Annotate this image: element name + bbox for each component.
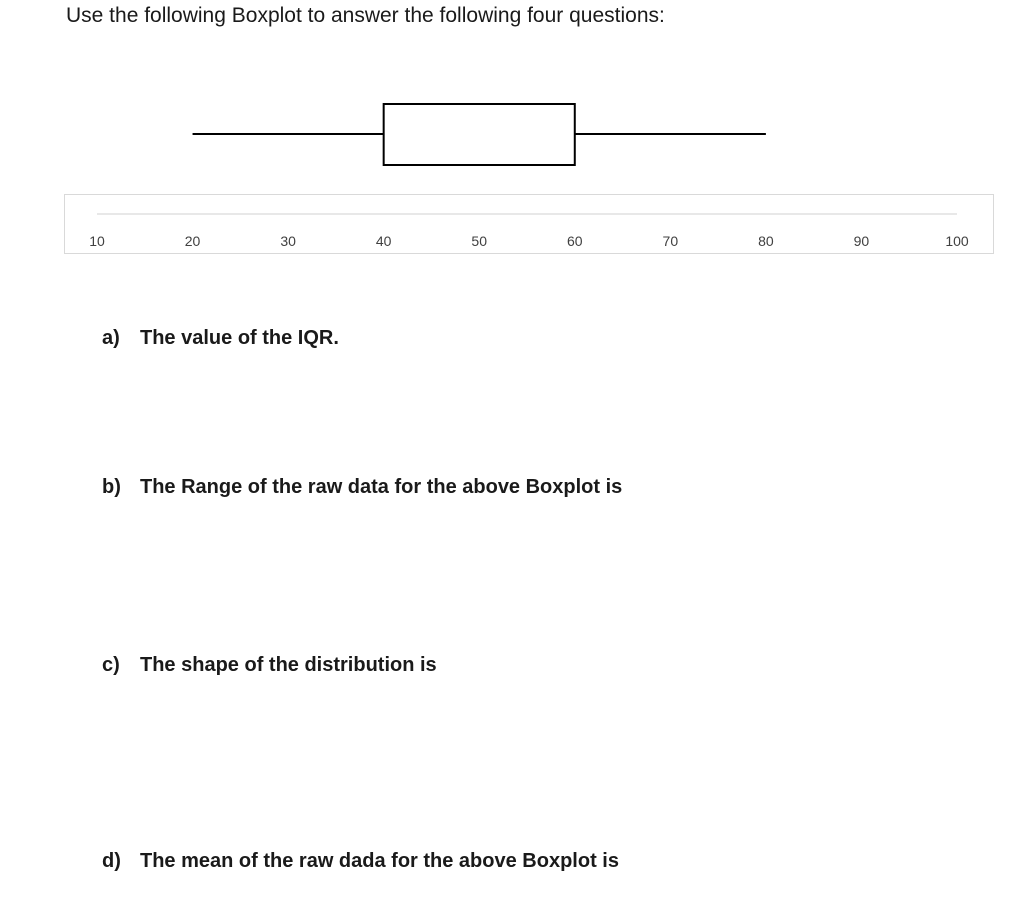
question-d-text: The mean of the raw dada for the above Boxplot is (140, 850, 619, 872)
question-d (102, 850, 619, 873)
question-a (102, 327, 339, 350)
tick-label-50: 50 (471, 233, 488, 249)
iqr-box (384, 104, 575, 165)
tick-label-80: 80 (758, 233, 774, 249)
tick-label-90: 90 (853, 233, 870, 249)
instructions-text: Use the following Boxplot to answer the following four questions: (66, 4, 665, 27)
question-b-letter: b) (102, 476, 121, 498)
question-c-letter: c) (102, 654, 120, 676)
tick-label-40: 40 (375, 233, 392, 249)
question-b-text: The Range of the raw data for the above Boxplot is (140, 476, 623, 498)
tick-label-70: 70 (662, 233, 679, 249)
question-c-text: The shape of the distribution is (140, 654, 437, 676)
boxplot-chart (0, 0, 1024, 300)
question-b (102, 476, 622, 499)
question-c (102, 654, 437, 677)
tick-label-30: 30 (280, 233, 296, 249)
tick-label-100: 100 (945, 233, 969, 249)
tick-label-20: 20 (184, 233, 201, 249)
tick-labels (89, 233, 969, 249)
tick-label-10: 10 (89, 233, 105, 249)
tick-label-60: 60 (566, 233, 583, 249)
question-a-text: The value of the IQR. (140, 327, 339, 349)
question-a-letter: a) (102, 327, 120, 349)
question-d-letter: d) (102, 850, 121, 872)
